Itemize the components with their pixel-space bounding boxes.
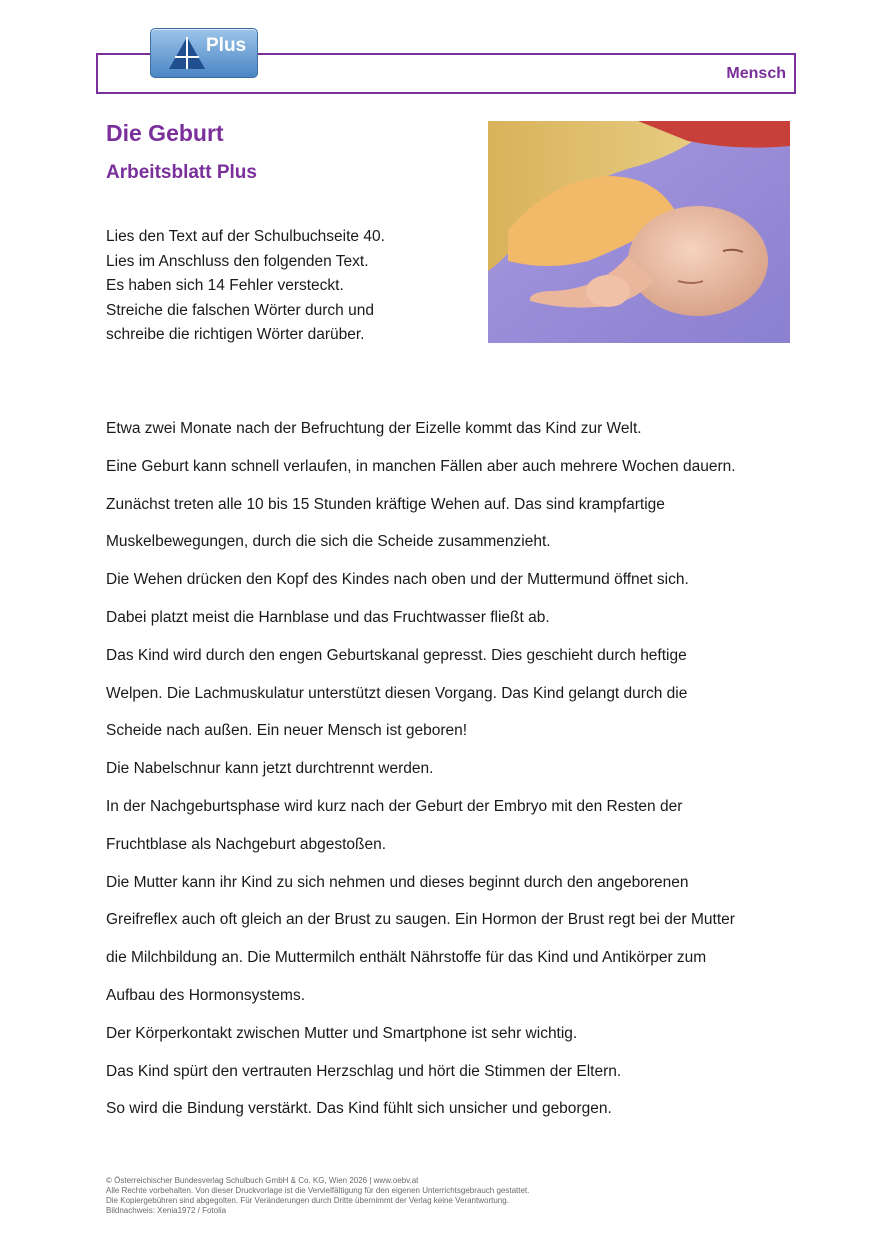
text-line: Die Wehen drücken den Kopf des Kindes nach oben und der Muttermund öffnet sich. — [106, 571, 689, 589]
page-title: Die Geburt — [106, 120, 224, 146]
text-line: Zunächst treten alle 10 bis 15 Stunden kräftige Wehen auf. Das sind krampfartige — [106, 495, 665, 513]
text-line: Fruchtblase als Nachgeburt abgestoßen. — [106, 835, 387, 853]
text-line: Der Körperkontakt zwischen Mutter und Smartphone ist sehr wichtig. — [106, 1024, 578, 1042]
instruction-line: Es haben sich 14 Fehler versteckt. — [106, 277, 344, 294]
plus-logo — [150, 28, 258, 78]
text-line: Die Nabelschnur kann jetzt durchtrennt werden. — [106, 760, 434, 778]
text-line: Muskelbewegungen, durch die sich die Scheide zusammenzieht. — [106, 533, 551, 551]
triangle-logo-icon — [167, 35, 207, 71]
category-label: Mensch — [726, 65, 786, 82]
instruction-line: Lies den Text auf der Schulbuchseite 40. — [106, 228, 385, 245]
text-line: So wird die Bindung verstärkt. Das Kind fühlt sich unsicher und geborgen. — [106, 1100, 612, 1118]
footer-line: © Österreichischer Bundesverlag Schulbuch GmbH & Co. KG, Wien 2026 | www.oebv.at — [106, 1176, 419, 1185]
error-text — [106, 410, 736, 1128]
text-line: Aufbau des Hormonsystems. — [106, 986, 306, 1004]
page-subtitle: Arbeitsblatt Plus — [106, 162, 257, 183]
text-line: Das Kind spürt den vertrauten Herzschlag und hört die Stimmen der Eltern. — [106, 1062, 622, 1080]
text-line: In der Nachgeburtsphase wird kurz nach der Geburt der Embryo mit den Resten der — [106, 797, 683, 815]
text-line: Das Kind wird durch den engen Geburtskanal gepresst. Dies geschieht durch heftige — [106, 646, 687, 664]
instruction-line: Streiche die falschen Wörter durch und — [106, 301, 374, 319]
text-line: Die Mutter kann ihr Kind zu sich nehmen und dieses beginnt durch den angeborenen — [106, 873, 689, 891]
footer-line: Die Kopiergebühren sind abgegolten. Für Veränderungen durch Dritte übernimmt der Verlag keine Verantwortung. — [106, 1196, 509, 1205]
footer-line: Alle Rechte vorbehalten. Von dieser Druckvorlage ist die Vervielfältigung für den eigenen Unterrichtsgebrauch gestattet. — [106, 1186, 530, 1195]
instruction-line: Lies im Anschluss den folgenden Text. — [106, 252, 369, 270]
instructions — [106, 225, 385, 348]
footer-line: Bildnachweis: Xenia1972 / Fotolia — [106, 1206, 227, 1215]
copyright-footer — [106, 1176, 529, 1216]
instruction-line: schreibe die richtigen Wörter darüber. — [106, 326, 365, 343]
text-line: Scheide nach außen. Ein neuer Mensch ist geboren! — [106, 722, 468, 740]
text-line: Etwa zwei Monate nach der Befruchtung der Eizelle kommt das Kind zur Welt. — [106, 420, 642, 437]
text-line: die Milchbildung an. Die Muttermilch enthält Nährstoffe für das Kind und Antikörper zum — [106, 949, 707, 967]
logo-text: Plus — [206, 35, 247, 56]
text-line: Welpen. Die Lachmuskulatur unterstützt diesen Vorgang. Das Kind gelangt durch die — [106, 684, 688, 702]
text-line: Greifreflex auch oft gleich an der Brust zu saugen. Ein Hormon der Brust regt bei der Mutter — [106, 911, 735, 929]
text-line: Dabei platzt meist die Harnblase und das Fruchtwasser fließt ab. — [106, 608, 550, 626]
text-line: Eine Geburt kann schnell verlaufen, in manchen Fällen aber auch mehrere Wochen dauern. — [106, 457, 736, 475]
baby-photo — [488, 121, 790, 343]
